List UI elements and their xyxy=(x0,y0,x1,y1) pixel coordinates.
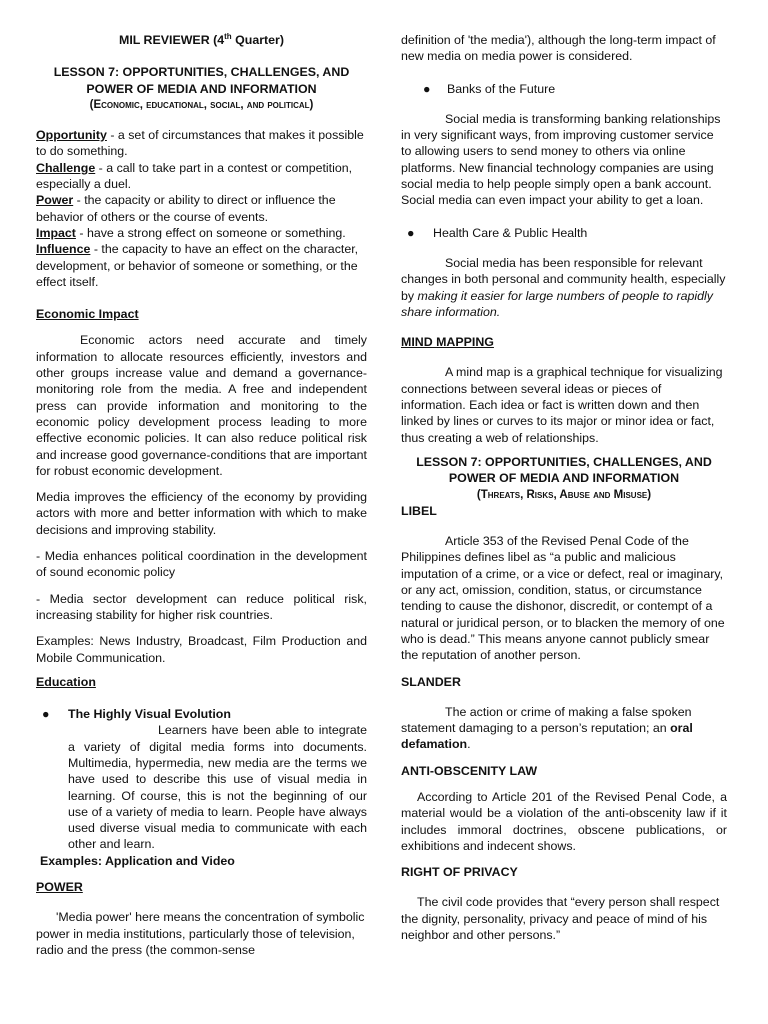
slander-paragraph: The action or crime of making a false spoken statement damaging to a person’s reputation; an oral defamation. xyxy=(401,704,693,752)
bullet-banks: ● Banks of the Future xyxy=(423,81,556,96)
banks-paragraph: Social media is transforming banking relationships in very significant ways, from improving customer service to allowing users to send money to others via online platforms. New financial technology companies are using social media to help people simply open a bank account. Social media can even impact your ability to get a loan. xyxy=(401,111,721,208)
right-of-privacy-heading: RIGHT OF PRIVACY xyxy=(401,865,518,880)
slander-heading: SLANDER xyxy=(401,674,461,689)
right-column xyxy=(401,32,727,943)
economic-efficiency-paragraph: Media improves the efficiency of the economy by providing actors with more and better information with which to make decisions and improving stability. xyxy=(36,490,367,537)
bullet-icon: ● xyxy=(407,225,415,240)
lesson-title-2: LESSON 7: OPPORTUNITIES, CHALLENGES, AND POWER OF MEDIA AND INFORMATION xyxy=(416,454,712,486)
visual-evolution-paragraph: Learners have been able to integrate a variety of digital media forms into documents. Multimedia, hypermedia, new media are the terms we have used to describe this use of visual media in learning. Of course, this is not the beginning of our use of a variety of media to learn. People have always used diverse visual media to communicate with each other and learn. xyxy=(68,723,367,852)
definition-opportunity: Opportunity - a set of circumstances that makes it possible to do something. xyxy=(36,128,364,159)
bullet-health: ● Health Care & Public Health xyxy=(407,225,588,240)
power-heading: POWER xyxy=(36,880,83,895)
anti-obscenity-paragraph: According to Article 201 of the Revised Penal Code, a material would be a violation of the anti-obscenity law if it includes immoral doctrines, obscene publications, or exhibitions and indecent shows. xyxy=(401,789,727,853)
definition-challenge: Challenge - a call to take part in a contest or competition, especially a duel. xyxy=(36,160,353,192)
document-title: MIL REVIEWER (4th Quarter) xyxy=(119,31,284,47)
power-paragraph: 'Media power' here means the concentration of symbolic power in media institutions, particularly those of television, radio and the press (the common-sense xyxy=(36,910,365,957)
anti-obscenity-heading: ANTI-OBSCENITY LAW xyxy=(401,763,538,778)
lesson-title: LESSON 7: OPPORTUNITIES, CHALLENGES, AND POWER OF MEDIA AND INFORMATION xyxy=(53,65,350,96)
definitions-list xyxy=(36,127,367,290)
economic-paragraph: Economic actors need accurate and timely information to allocate resources efficiently, investors and other groups increase value and demand a governance-monitoring role from the media. A free and independent press can provide information and monitoring to the economic policy development process leading to more effective economic policies. It can also reduce political risk and increase good governance-conditions that are important for robust economic development. xyxy=(36,333,367,478)
power-paragraph-continued: definition of 'the media'), although the long-term impact of new media on media power is considered. xyxy=(401,33,716,64)
mind-mapping-heading: MIND MAPPING xyxy=(401,335,494,350)
economic-impact-heading: Economic Impact xyxy=(36,307,139,322)
definition-impact: Impact - have a strong effect on someone or something. xyxy=(36,225,346,240)
libel-heading: LIBEL xyxy=(401,503,437,518)
lesson-subtitle-2: (Threats, Risks, Abuse and Misuse) xyxy=(476,488,652,501)
health-paragraph: Social media has been responsible for relevant changes in both personal and community health, especially by making it easier for large numbers of people to rapidly share information. xyxy=(401,255,726,319)
libel-paragraph: Article 353 of the Revised Penal Code of the Philippines defines libel as “a public and malicious imputation of a crime, or a vice or defect, real or imaginary, or any act, omission, condition, status, or circumstance tending to cause the dishonor, discredit, or contempt of a natural or juridical person, or to blacken the memory of one who is dead.” This means anyone cannot publicly smear the reputation of another person. xyxy=(401,534,725,663)
economic-examples: Examples: News Industry, Broadcast, Film Production and Mobile Communication. xyxy=(36,634,367,665)
economic-coordination-paragraph: - Media enhances political coordination in the development of sound economic policy xyxy=(36,549,367,580)
right-of-privacy-paragraph: The civil code provides that “every person shall respect the dignity, personality, privacy and peace of mind of his neighbor and other persons.” xyxy=(401,895,720,943)
bullet-visual-evolution: ● The Highly Visual Evolution xyxy=(42,707,231,722)
economic-sector-paragraph: - Media sector development can reduce political risk, increasing stability for higher risk countries. xyxy=(36,591,367,622)
mind-mapping-paragraph: A mind map is a graphical technique for visualizing connections between several ideas or pieces of information. Each idea or fact is written down and then linked by lines or curves to its major or minor idea or fact, thus creating a web of relationships. xyxy=(401,365,723,445)
lesson-subtitle: (Economic, educational, social, and political) xyxy=(89,98,314,111)
bullet-icon: ● xyxy=(42,707,50,722)
left-column xyxy=(36,32,367,958)
definition-power: Power - the capacity or ability to direct or influence the behavior of others or the course of events. xyxy=(36,193,336,224)
education-heading: Education xyxy=(36,674,96,689)
bullet-icon: ● xyxy=(423,81,431,96)
definition-influence: Influence - the capacity to have an effect on the character, development, or behavior of someone or something, or the effect itself. xyxy=(36,242,359,289)
examples-application: Examples: Application and Video xyxy=(40,853,235,868)
